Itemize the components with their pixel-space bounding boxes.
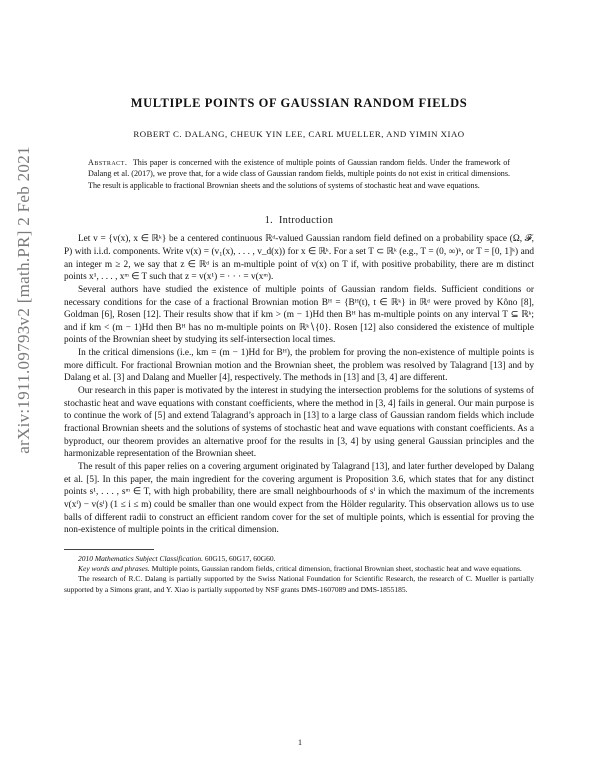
paper-page [64, 96, 534, 595]
abstract-text: This paper is concerned with the existence of multiple points of Gaussian random fields. Under the framework of Dalang et al. (2017), we prove that, for a wide class of Gaussian random fields, multiple points do not exist in critical dimensions. The result is applicable to fractional Brownian sheets and the solutions of systems of stochastic heat and wave equations. [88, 158, 510, 190]
section-number: 1. [264, 215, 274, 227]
body-text [64, 233, 534, 537]
footnotes [64, 554, 534, 595]
footnote-divider [64, 549, 154, 550]
page-number: 1 [298, 738, 302, 747]
msc-codes: 60G15, 60G17, 60G60. [204, 553, 276, 563]
paragraph-1: Let v = {v(x), x ∈ ℝᵏ} be a centered continuous ℝᵈ-valued Gaussian random field defined on a probability space (Ω, 𝓕, P) with i.i.d. components. Write v(x) = (v₁(x), . . . , v_d(x)) for x ∈ ℝᵏ. For a set T ⊂ ℝᵏ (e.g., T = (0, ∞)ᵏ, or T = [0, 1]ᵏ) and an integer m ≥ 2, we say that z ∈ ℝᵈ is an m-multiple point of v(x) on T if, with positive probability, there are m distinct points x¹, . . . , xᵐ ∈ T such that z = v(x¹) = · · · = v(xᵐ). [64, 234, 534, 283]
keywords-text: Multiple points, Gaussian random fields, critical dimension, fractional Brownian sheet, stochastic heat and wave equations. [151, 564, 522, 574]
msc-label: 2010 Mathematics Subject Classification. [78, 553, 203, 563]
footnote-funding: The research of R.C. Dalang is partially supported by the Swiss National Foundation for Scientific Research, the research of C. Mueller is partially supported by a Simons grant, and Y. Xiao is partially supported by NSF grants DMS-1607089 and DMS-1855185. [64, 574, 534, 594]
footnote-keywords [64, 564, 534, 574]
section-title: Introduction [279, 215, 334, 227]
arxiv-sidebar-stamp [4, 20, 44, 580]
paper-title: MULTIPLE POINTS OF GAUSSIAN RANDOM FIELDS [130, 96, 468, 110]
author-list: ROBERT C. DALANG, CHEUK YIN LEE, CARL MUELLER, AND YIMIN XIAO [133, 129, 465, 139]
arxiv-identifier: arXiv:1911.09793v2 [math.PR] 2 Feb 2021 [14, 146, 33, 454]
footnote-msc [64, 554, 534, 564]
keywords-label: Key words and phrases. [78, 564, 150, 574]
abstract-block [88, 157, 510, 191]
paragraph-3: In the critical dimensions (i.e., km = (m − 1)Hd for Bᴴ), the problem for proving the non-existence of multiple points is more difficult. For fractional Brownian motion and the Brownian sheet, the problem was resolved by Talagrand [13] and by Dalang et al. [3] and Dalang and Mueller [4], respectively. The methods in [13] and [3, 4] are different. [64, 348, 534, 384]
paragraph-2: Several authors have studied the existence of multiple points of Gaussian random fields. Sufficient conditions or necessary conditions for the case of a fractional Brownian motion Bᴴ = {Bᴴ(t), t ∈ ℝᵏ} in ℝᵈ were proved by Kôno [8], Goldman [6], Rosen [12]. Their results show that if km > (m − 1)Hd then Bᴴ has m-multiple points on any interval T ⊆ ℝᵏ; and if km < (m − 1)Hd then Bᴴ has no m-multiple points on ℝᵏ∖{0}. Rosen [12] also considered the existence of multiple points of the Brownian sheet by studying its self-intersection local times. [64, 284, 534, 346]
section-heading [64, 215, 534, 226]
paragraph-5: The result of this paper relies on a covering argument originated by Talagrand [13], and later further developed by Dalang et al. [5]. In this paper, the main ingredient for the covering argument is Proposition 3.6, which states that for any distinct points s¹, . . . , sᵐ ∈ T, with high probability, there are small neighbourhoods of sⁱ in which the maximum of the increments v(xⁱ) − v(sⁱ) (1 ≤ i ≤ m) could be smaller than one would expect from the Hölder regularity. This observation allows us to use balls of different radii to construct an efficient random cover for the set of multiple points, which is essential for proving the non-existence of multiple points in the critical dimension. [64, 462, 534, 536]
paragraph-4: Our research in this paper is motivated by the interest in studying the intersection problems for the solutions of systems of stochastic heat and wave equations with constant coefficients, where the method in [3, 4] fails in general. Our main purpose is to continue the work of [5] and extend Talagrand’s approach in [13] to a large class of Gaussian random fields which include fractional Brownian sheets and the solutions of systems of stochastic heat and wave equations with constant coefficients. As a byproduct, our theorem provides an alternative proof for the results in [3, 4] by using general Gaussian principles and the harmonizable representation of the Brownian sheet. [64, 386, 534, 460]
abstract-label: Abstract. [88, 158, 128, 167]
